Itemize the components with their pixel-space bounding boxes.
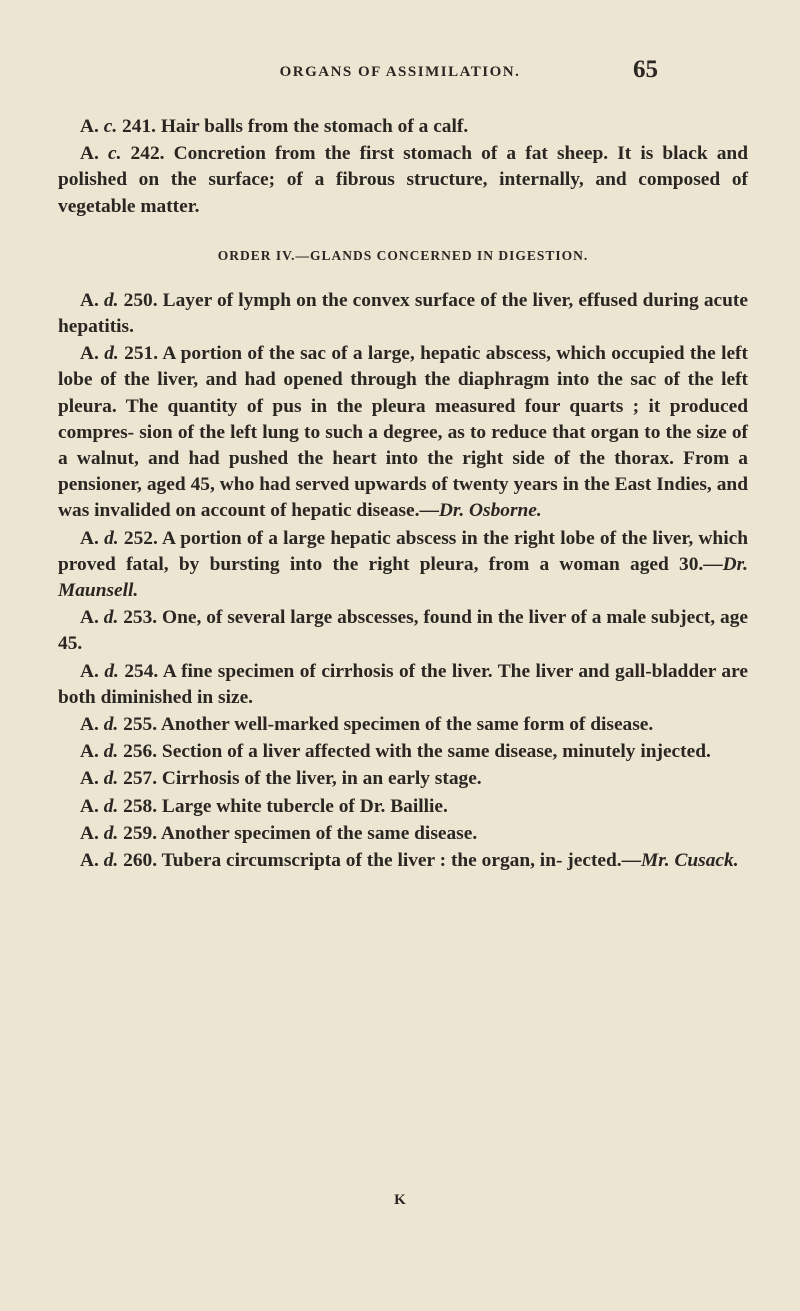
running-title: ORGANS OF ASSIMILATION. (279, 64, 521, 80)
entry-credit: Dr. Maunsell. (58, 553, 748, 602)
entry-paragraph: A. d. 250. Layer of lymph on the convex surface of the liver, effused during acute hepatitis. (58, 289, 748, 338)
entry-credit: Dr. Osborne. (438, 500, 542, 522)
entry-paragraph: A. d. 258. Large white tubercle of Dr. Baillie. (80, 795, 448, 817)
entry-paragraph: A. d. 254. A fine specimen of cirrhosis of the liver. The liver and gall-bladder are both diminished in size. (58, 660, 748, 708)
entry-text: Another specimen of the same disease. (160, 822, 478, 844)
signature-mark: K (394, 1192, 406, 1208)
entry-paragraph: A. d. 260. Tubera circumscripta of the liver : the organ, in- jected.—Mr. Cusack. (80, 850, 739, 872)
section-heading: ORDER IV.—GLANDS CONCERNED IN DIGESTION. (217, 247, 589, 263)
entry-text: One, of several large abscesses, found in the liver of a male subject, age 45. (58, 607, 749, 655)
entry-text: A portion of the sac of a large, hepatic abscess, which occupied the left lobe of the liver, and had opened through the diaphragm into the sac of the left pleura. The quantity of pus in the pleura measured four quarts ; it produced compres- sion of the left lung to such a degree, as to reduce that organ to the size of a walnut, and had pushed the heart into the right side of the thorax. From a pensioner, aged 45, who had served upwards of twenty years in the East Indies, and was invalided on account of hepatic disease.— (58, 343, 748, 522)
entry-paragraph: A. c. 242. Concretion from the first stomach of a fat sheep. It is black and polished on the surface; of a fibrous structure, internally, and composed of vegetable matter. (58, 143, 748, 217)
entries-list (58, 288, 748, 874)
entry-text: Hair balls from the stomach of a calf. (160, 116, 469, 137)
page-body (58, 114, 748, 875)
entry-text: A fine specimen of cirrhosis of the liver. The liver and gall-bladder are both diminished in size. (58, 660, 748, 708)
entry-paragraph: A. d. 251. A portion of the sac of a large, hepatic abscess, which occupied the left lobe of the liver, and had opened through the diaphragm into the sac of the left pleura. The quantity of pus in the pleura measured four quarts ; it produced compres- sion of the left lung to such a degree, as to reduce that organ to the size of a walnut, and had pushed the heart into the right side of the thorax. From a pensioner, aged 45, who had served upwards of twenty years in the East Indies, and was invalided on account of hepatic disease.—Dr. Osborne. (58, 343, 748, 522)
entry-paragraph: A. d. 257. Cirrhosis of the liver, in an early stage. (80, 768, 482, 790)
entry-text: A portion of a large hepatic abscess in the right lobe of the liver, which proved fatal, by bursting into the right pleura, from a woman aged 30.— (58, 527, 748, 575)
page-number: 65 (633, 56, 658, 83)
entry-paragraph: A. d. 255. Another well-marked specimen of the same form of disease. (80, 714, 654, 736)
entry-text: Layer of lymph on the convex surface of the liver, effused during acute hepatitis. (58, 289, 748, 338)
entry-text: Tubera circumscripta of the liver : the organ, in- jected.— (161, 850, 642, 872)
running-head (0, 56, 800, 90)
entry-paragraph: A. d. 256. Section of a liver affected with the same disease, minutely injected. (80, 741, 711, 763)
entry-paragraph: A. d. 252. A portion of a large hepatic abscess in the right lobe of the liver, which proved fatal, by bursting into the right pleura, from a woman aged 30.—Dr. Maunsell. (58, 527, 748, 602)
entry-paragraph: A. d. 259. Another specimen of the same disease. (80, 822, 478, 844)
entry-text: Section of a liver affected with the same disease, minutely injected. (161, 741, 711, 763)
entry-text: Large white tubercle of Dr. Baillie. (161, 795, 448, 817)
entry-text: Another well-marked specimen of the same form of disease. (160, 714, 654, 736)
entry-text: Concretion from the first stomach of a fat sheep. It is black and polished on the surface; of a fibrous structure, internally, and composed of vegetable matter. (58, 143, 748, 217)
entry-paragraph: A. d. 253. One, of several large abscesses, found in the liver of a male subject, age 45. (58, 607, 749, 655)
entry-credit: Mr. Cusack. (641, 850, 739, 872)
entry-text: Cirrhosis of the liver, in an early stage. (161, 768, 482, 790)
entry-paragraph: A. c. 241. Hair balls from the stomach of a calf. (80, 116, 469, 137)
